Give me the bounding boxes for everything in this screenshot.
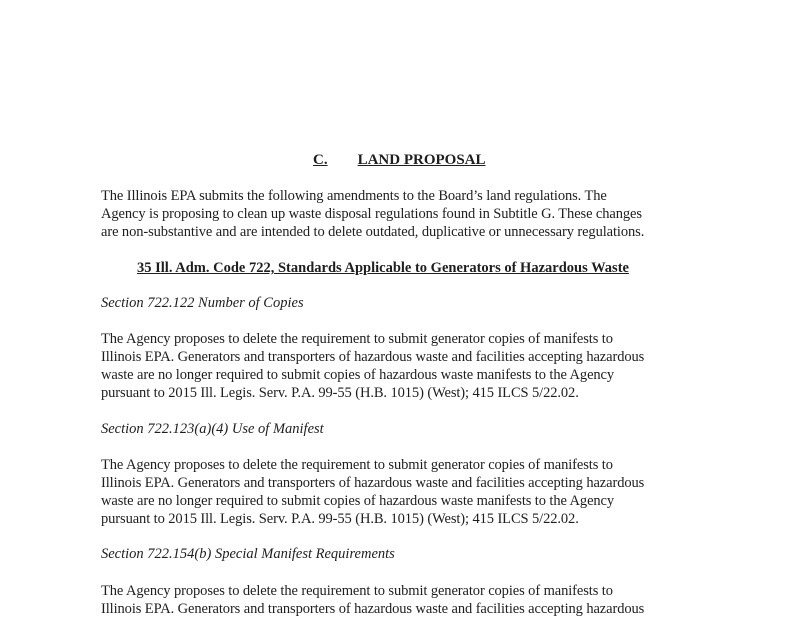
section-heading: [313, 151, 486, 169]
intro-line: The Illinois EPA submits the following amendments to the Board’s land regulations. The: [101, 188, 607, 204]
paragraph-line: Illinois EPA. Generators and transporters of hazardous waste and facilities accepting hazardous: [101, 475, 645, 491]
code-heading: 35 Ill. Adm. Code 722, Standards Applicable to Generators of Hazardous Waste: [137, 260, 629, 276]
section-letter: C.: [313, 152, 328, 168]
section-title: LAND PROPOSAL: [357, 152, 486, 168]
paragraph-line: waste are no longer required to submit copies of hazardous waste manifests to the Agency: [101, 493, 615, 509]
paragraph-line: Illinois EPA. Generators and transporters of hazardous waste and facilities accepting hazardous: [101, 349, 645, 365]
paragraph-line: waste are no longer required to submit copies of hazardous waste manifests to the Agency: [101, 367, 615, 383]
paragraph-line: Illinois EPA. Generators and transporters of hazardous waste and facilities accepting hazardous: [101, 601, 645, 617]
intro-line: Agency is proposing to clean up waste disposal regulations found in Subtitle G. These changes: [101, 206, 642, 222]
paragraph-line: The Agency proposes to delete the requirement to submit generator copies of manifests to: [101, 583, 613, 599]
section-722-122-title: Section 722.122 Number of Copies: [101, 295, 304, 311]
paragraph-line: The Agency proposes to delete the requirement to submit generator copies of manifests to: [101, 331, 613, 347]
paragraph-line: pursuant to 2015 Ill. Legis. Serv. P.A. 99-55 (H.B. 1015) (West); 415 ILCS 5/22.02.: [101, 511, 579, 527]
section-722-123-title: Section 722.123(a)(4) Use of Manifest: [101, 421, 324, 437]
paragraph-line: pursuant to 2015 Ill. Legis. Serv. P.A. 99-55 (H.B. 1015) (West); 415 ILCS 5/22.02.: [101, 385, 579, 401]
intro-line: are non-substantive and are intended to delete outdated, duplicative or unnecessary regulations.: [101, 224, 645, 240]
section-722-154-title: Section 722.154(b) Special Manifest Requirements: [101, 546, 395, 562]
paragraph-line: The Agency proposes to delete the requirement to submit generator copies of manifests to: [101, 457, 613, 473]
